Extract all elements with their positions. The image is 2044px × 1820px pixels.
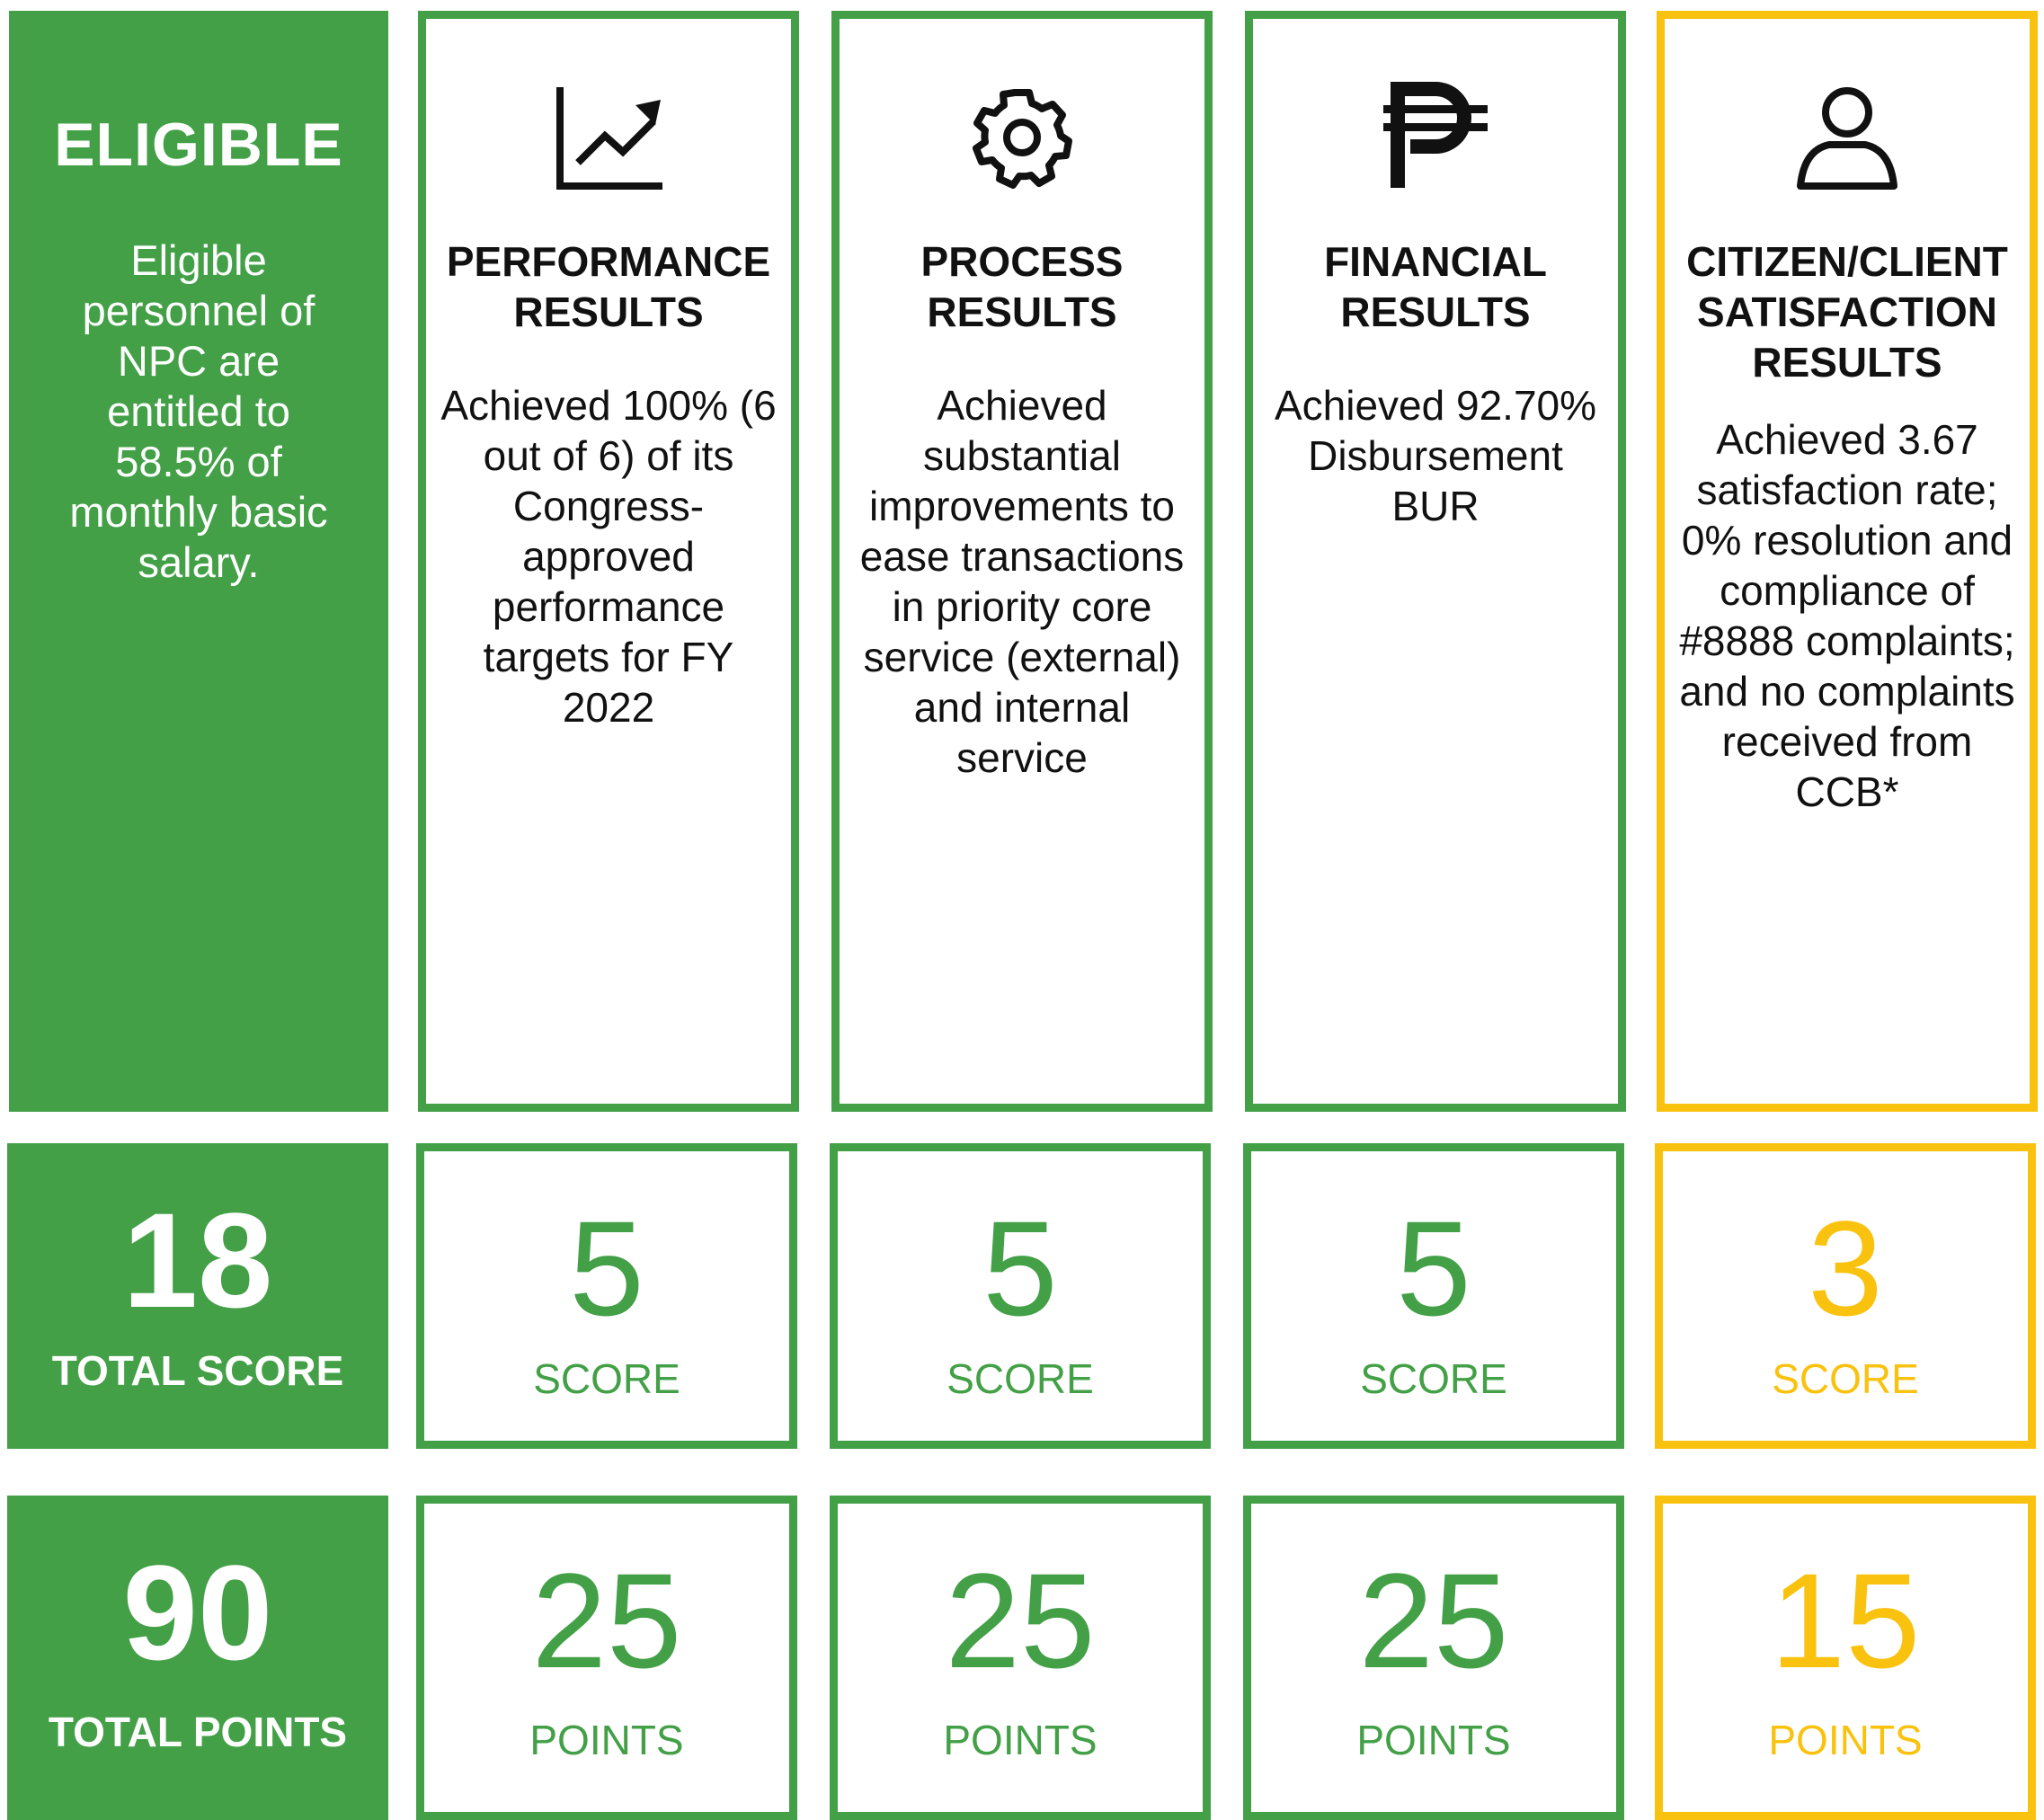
- score-value: 3: [1808, 1193, 1883, 1344]
- financial-results-card: [1245, 11, 1626, 1112]
- performance-score-card: [416, 1143, 797, 1449]
- satisfaction-score-card: [1655, 1143, 2036, 1449]
- performance-results-card: [418, 11, 799, 1112]
- score-value: 5: [1396, 1193, 1471, 1344]
- category-description: Achieved 3.67 satisfaction rate; 0% resolution and compliance of #8888 complaints; and no complaints received from CCB*: [1679, 416, 2015, 815]
- eligibility-title: ELIGIBLE: [54, 111, 343, 179]
- total-points-value: 90: [122, 1537, 273, 1688]
- process-score-card: [830, 1143, 1211, 1449]
- satisfaction-points-card: [1655, 1496, 2036, 1820]
- user-icon: [1791, 82, 1903, 193]
- peso-sign-icon: [1380, 82, 1491, 193]
- category-description: Achieved 100% (6 out of 6) of its Congress-approved performance targets for FY 2022: [440, 382, 777, 731]
- category-title: PERFORMANCE RESULTS: [446, 238, 771, 335]
- gear-icon: [966, 82, 1078, 193]
- points-label: POINTS: [1768, 1717, 1923, 1763]
- score-value: 5: [569, 1193, 644, 1344]
- score-value: 5: [982, 1193, 1058, 1344]
- total-score-panel: [7, 1143, 388, 1449]
- points-value: 25: [531, 1545, 682, 1696]
- category-title: FINANCIAL RESULTS: [1324, 238, 1547, 335]
- score-label: SCORE: [1772, 1355, 1919, 1402]
- category-description: Achieved 92.70% Disbursement BUR: [1274, 382, 1597, 529]
- eligibility-panel: [9, 11, 388, 1112]
- points-label: POINTS: [1356, 1717, 1511, 1763]
- performance-points-card: [416, 1496, 797, 1820]
- process-points-card: [830, 1496, 1211, 1820]
- financial-score-card: [1243, 1143, 1624, 1449]
- category-description: Achieved substantial improvements to ease transactions in priority core service (external) and internal service: [859, 382, 1185, 781]
- total-score-value: 18: [122, 1185, 273, 1336]
- points-label: POINTS: [529, 1717, 684, 1763]
- points-value: 15: [1770, 1545, 1921, 1696]
- category-title: CITIZEN/CLIENT SATISFACTION RESULTS: [1686, 238, 2008, 386]
- total-points-panel: [7, 1496, 388, 1820]
- score-label: SCORE: [533, 1355, 680, 1402]
- total-score-label: TOTAL SCORE: [51, 1347, 344, 1394]
- citizen-client-satisfaction-card: [1657, 11, 2038, 1112]
- eligibility-description: Eligible personnel of NPC are entitled to 58.5% of monthly basic salary.: [69, 236, 328, 586]
- points-label: POINTS: [943, 1717, 1098, 1763]
- points-value: 25: [1358, 1545, 1509, 1696]
- line-chart-trend-up-icon: [553, 82, 664, 193]
- score-label: SCORE: [1360, 1355, 1507, 1402]
- score-label: SCORE: [946, 1355, 1094, 1402]
- points-value: 25: [945, 1545, 1096, 1696]
- financial-points-card: [1243, 1496, 1624, 1820]
- category-title: PROCESS RESULTS: [920, 238, 1124, 335]
- process-results-card: [831, 11, 1213, 1112]
- total-points-label: TOTAL POINTS: [48, 1709, 348, 1755]
